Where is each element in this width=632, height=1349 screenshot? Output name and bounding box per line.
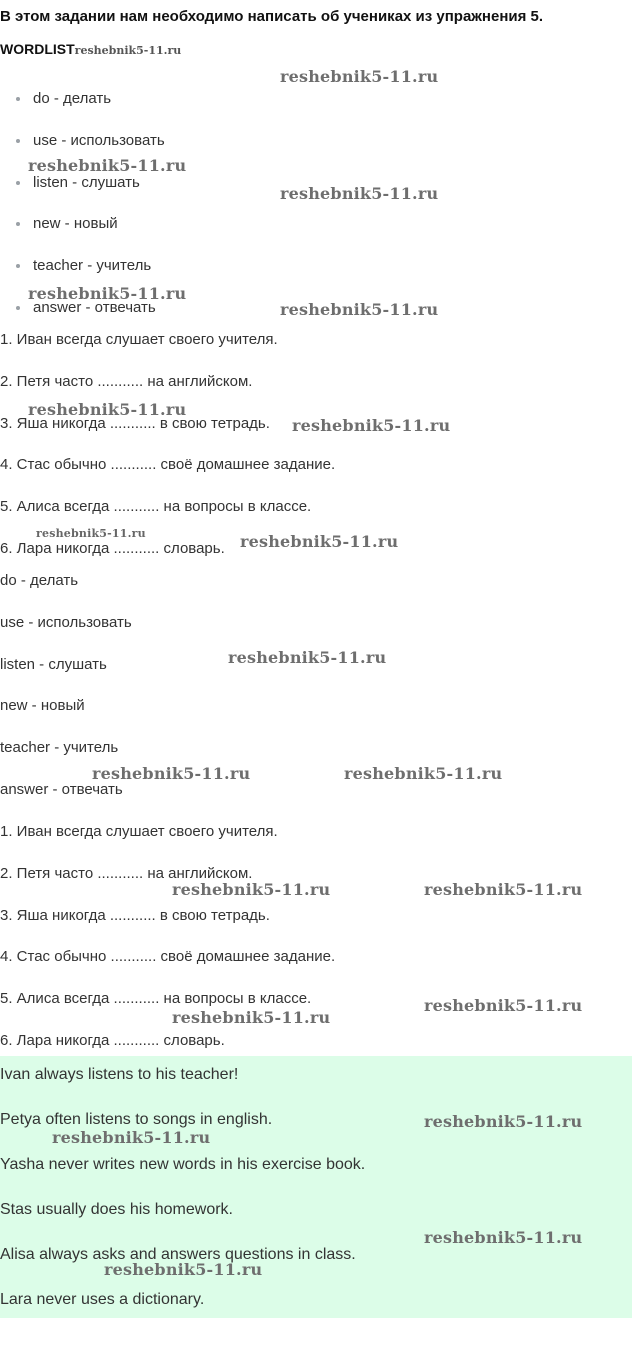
answer-line: Ivan always listens to his teacher! <box>0 1066 239 1083</box>
watermark: reshebnik5-11.ru <box>104 1260 263 1279</box>
sentence-line: 2. Петя часто ........... на английском. <box>0 372 253 390</box>
watermark: reshebnik5-11.ru <box>280 300 439 319</box>
list-item: listen - слушать <box>0 173 165 215</box>
sentence-line: 4. Стас обычно ........... своё домашнее задание. <box>0 948 336 966</box>
watermark: reshebnik5-11.ru <box>28 400 187 419</box>
sentence-line: 2. Петя часто ........... на английском. <box>0 864 253 882</box>
sentence-line: 3. Яша никогда ........... в свою тетрадь. <box>0 414 270 432</box>
watermark: reshebnik5-11.ru <box>280 184 439 203</box>
watermark: reshebnik5-11.ru <box>424 996 583 1015</box>
list-item: teacher - учитель <box>0 256 165 298</box>
watermark: reshebnik5-11.ru <box>28 156 187 175</box>
sentence-line: 5. Алиса всегда ........... на вопросы в классе. <box>0 498 312 516</box>
watermark: reshebnik5-11.ru <box>292 416 451 435</box>
word-line: answer - отвечать <box>0 780 123 798</box>
list-item: use - использовать <box>0 131 165 173</box>
watermark: reshebnik5-11.ru <box>280 67 439 86</box>
list-item: new - новый <box>0 214 165 256</box>
sentence-line: 6. Лара никогда ........... словарь. <box>0 539 225 557</box>
answer-line: Lara never uses a dictionary. <box>0 1291 205 1308</box>
bullet-icon <box>16 222 20 226</box>
watermark: reshebnik5-11.ru <box>424 1112 583 1131</box>
watermark: reshebnik5-11.ru <box>172 880 331 899</box>
sentences-second-block <box>0 822 335 1073</box>
word-line: do - делать <box>0 572 79 589</box>
answers-block <box>0 1056 632 1318</box>
watermark: reshebnik5-11.ru <box>52 1128 211 1147</box>
bullet-icon <box>16 139 20 143</box>
watermark: reshebnik5-11.ru <box>92 764 251 783</box>
watermark: reshebnik5-11.ru <box>28 284 187 303</box>
wordlist-label: WORDLIST <box>0 41 75 57</box>
wordlist-heading <box>0 40 181 60</box>
sentence-line: 3. Яша никогда ........... в свою тетрадь. <box>0 906 270 924</box>
watermark: reshebnik5-11.ru <box>424 1228 583 1247</box>
list-item: answer - отвечать <box>0 298 165 340</box>
word-line: listen - слушать <box>0 655 107 673</box>
wordlist-watermark: reshebnik5-11.ru <box>74 44 182 57</box>
page-title: В этом задании нам необходимо написать об учениках из упражнения 5. <box>0 8 544 25</box>
bullet-icon <box>16 264 20 268</box>
words-plain-block <box>0 571 132 822</box>
list-item: do - делать <box>0 89 165 131</box>
watermark: reshebnik5-11.ru <box>240 532 399 551</box>
sentence-line: 1. Иван всегда слушает своего учителя. <box>0 823 278 840</box>
watermark: reshebnik5-11.ru <box>36 527 146 540</box>
watermark: reshebnik5-11.ru <box>424 880 583 899</box>
sentence-line: 4. Стас обычно ........... своё домашнее задание. <box>0 456 336 474</box>
word-line: new - новый <box>0 697 85 715</box>
bullet-icon <box>16 306 20 310</box>
sentence-line: 5. Алиса всегда ........... на вопросы в классе. <box>0 990 312 1008</box>
answer-line: Stas usually does his homework. <box>0 1201 233 1218</box>
bullet-icon <box>16 181 20 185</box>
watermark: reshebnik5-11.ru <box>172 1008 331 1027</box>
answer-line: Alisa always asks and answers questions in class. <box>0 1246 356 1263</box>
word-line: teacher - учитель <box>0 739 119 757</box>
watermark: reshebnik5-11.ru <box>228 648 387 667</box>
sentence-line: 6. Лара никогда ........... словарь. <box>0 1031 225 1049</box>
watermark: reshebnik5-11.ru <box>344 764 503 783</box>
word-line: use - использовать <box>0 613 132 631</box>
bullet-icon <box>16 97 20 101</box>
answer-line: Yasha never writes new words in his exercise book. <box>0 1156 366 1173</box>
sentence-line: 1. Иван всегда слушает своего учителя. <box>0 331 278 348</box>
answer-line: Petya often listens to songs in english. <box>0 1111 273 1128</box>
